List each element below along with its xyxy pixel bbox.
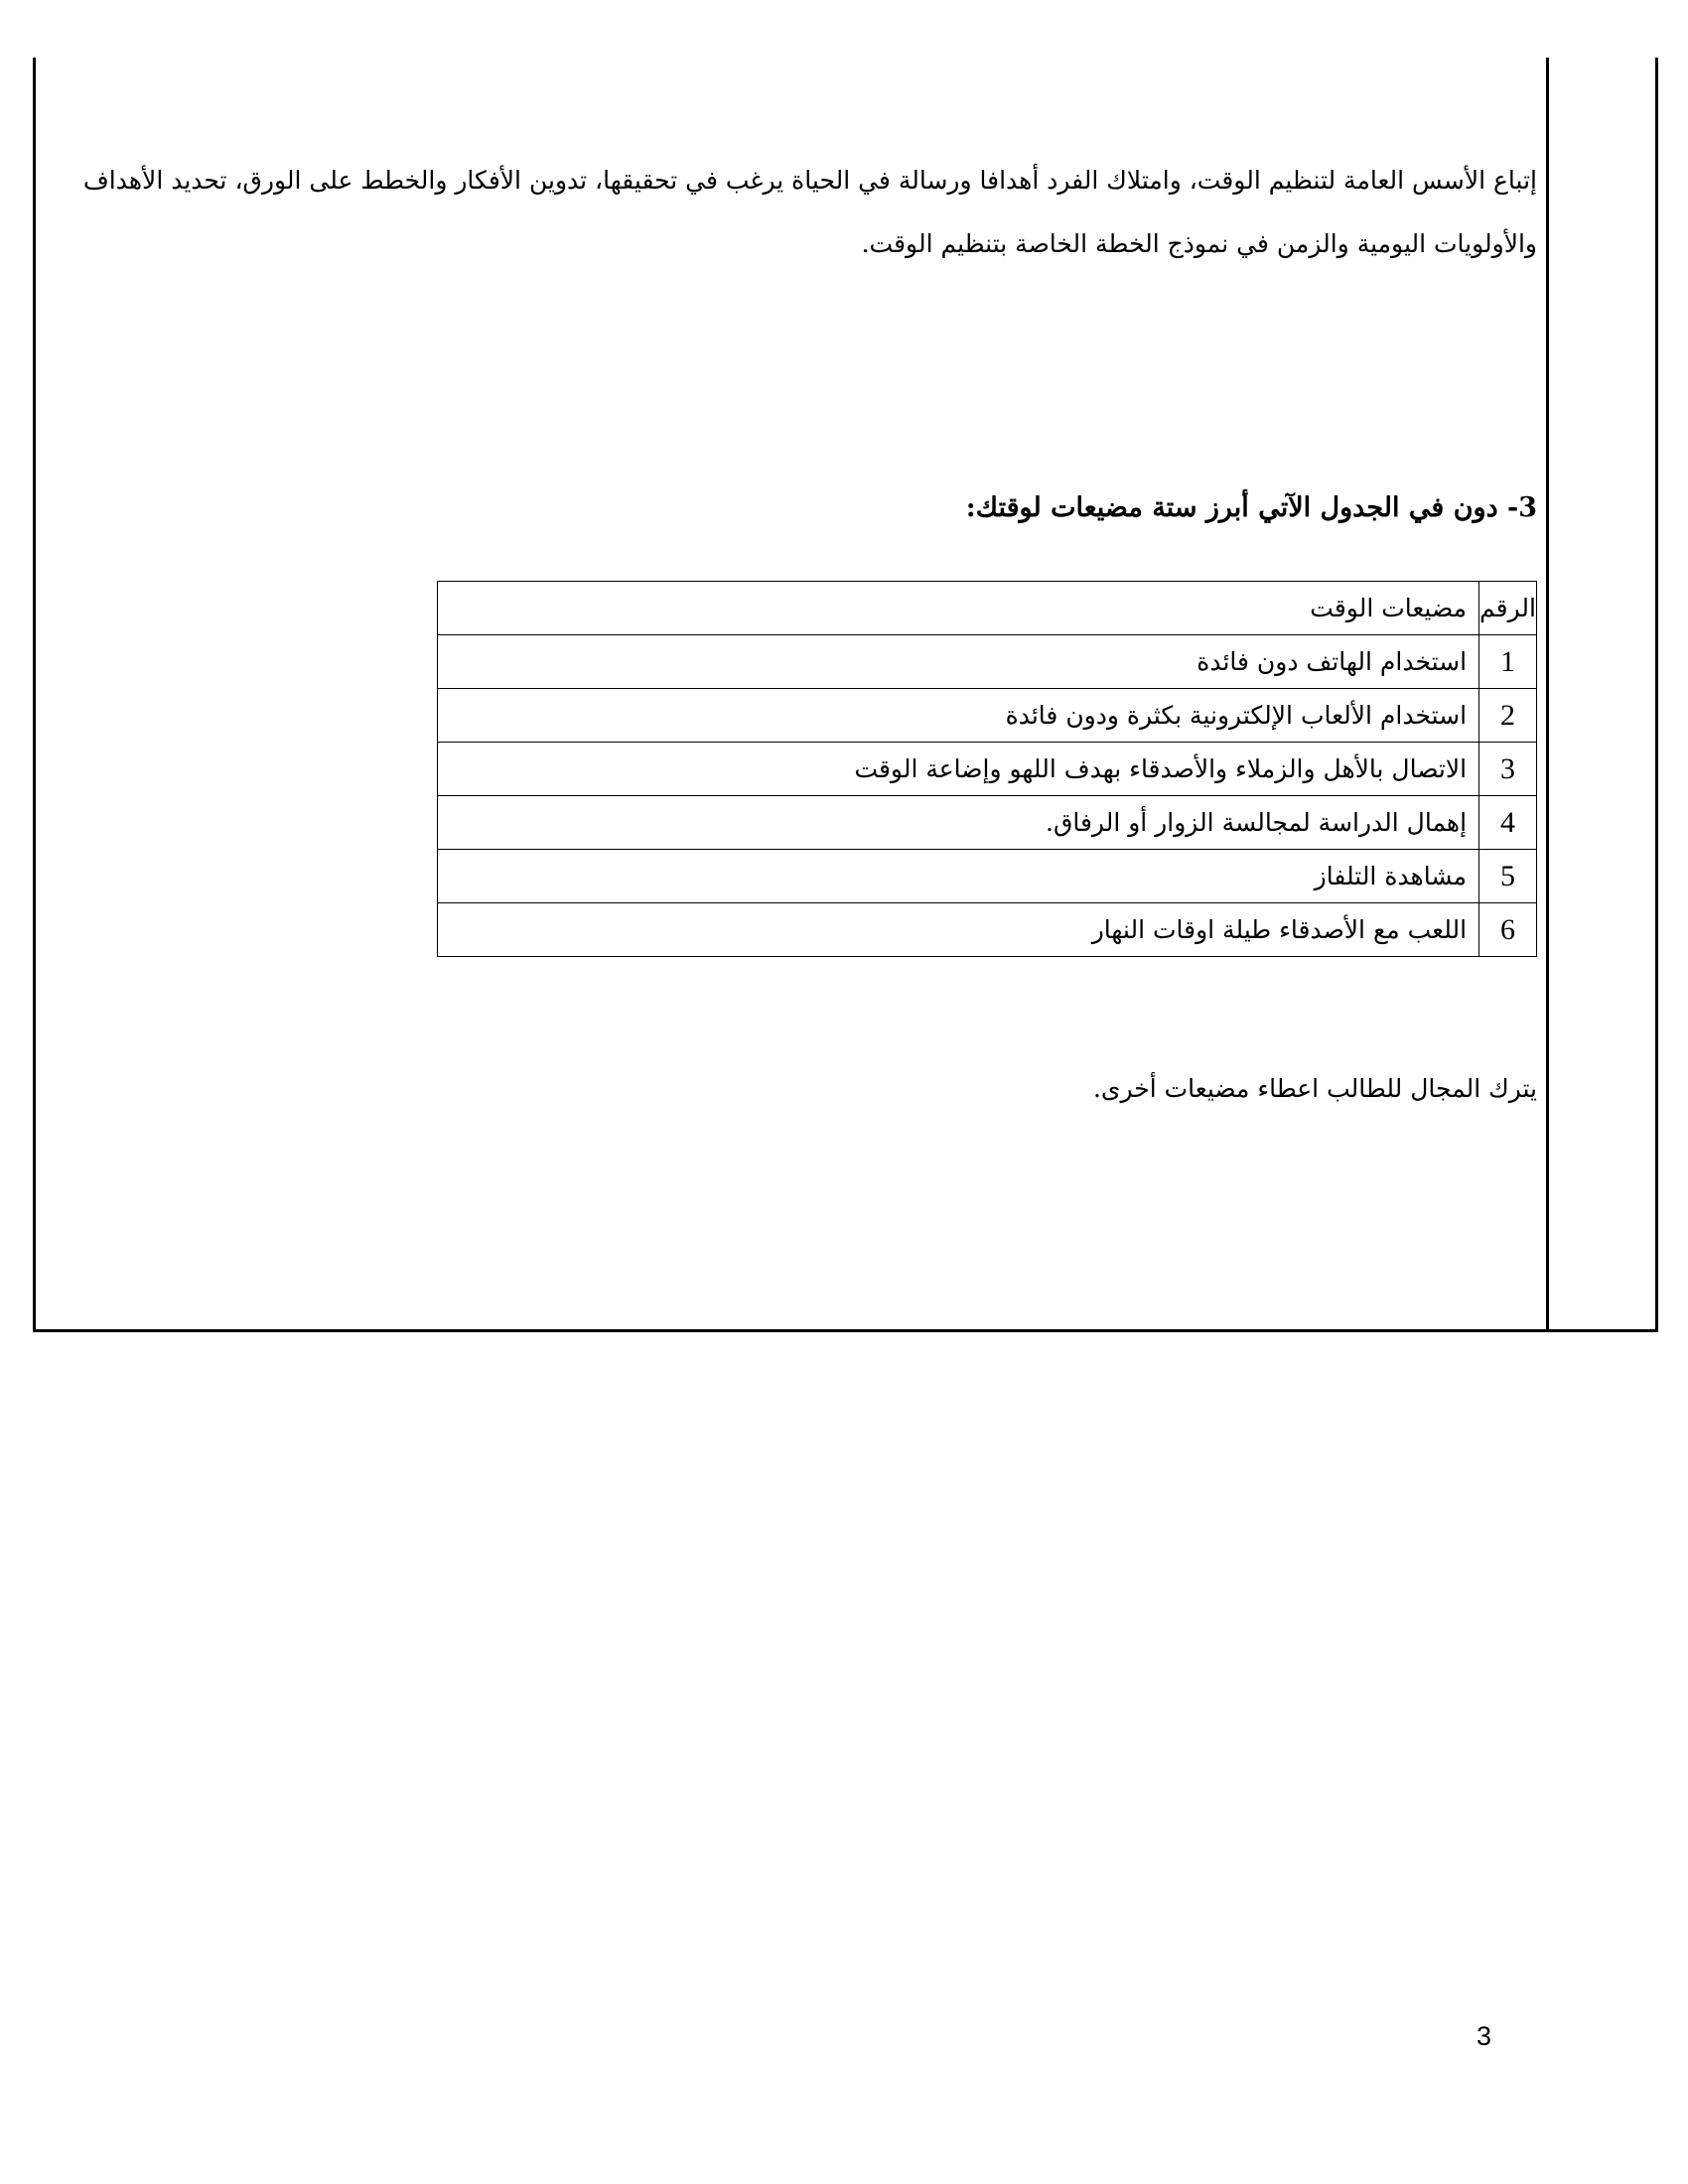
row-item: الاتصال بالأهل والزملاء والأصدقاء بهدف اللهو وإضاعة الوقت: [438, 743, 1479, 796]
intro-paragraph-line-1: إتباع الأسس العامة لتنظيم الوقت، وامتلاك الفرد أهدافا ورسالة في الحياة يرغب في تحقيقها، تدوين الأفكار والخطط على الورق، تحديد الأهداف: [82, 166, 1537, 195]
time-wasters-table: [437, 581, 1537, 957]
frame-right-border: [1655, 58, 1658, 1332]
intro-paragraph: [58, 149, 1537, 276]
table-row: [438, 689, 1537, 743]
frame-left-border: [33, 58, 36, 1332]
row-number: 4: [1479, 796, 1537, 850]
table-row: [438, 635, 1537, 689]
row-number: 5: [1479, 850, 1537, 903]
table-row: [438, 796, 1537, 850]
table-row: [438, 903, 1537, 957]
row-number: 2: [1479, 689, 1537, 743]
intro-paragraph-line-2: والأولويات اليومية والزمن في نموذج الخطة الخاصة بتنظيم الوقت.: [861, 229, 1537, 258]
question-heading: 3- دون في الجدول الآتي أبرز ستة مضيعات لوقتك:: [965, 492, 1537, 523]
table-row: [438, 743, 1537, 796]
row-item: اللعب مع الأصدقاء طيلة اوقات النهار: [438, 903, 1479, 957]
table-row: [438, 850, 1537, 903]
header-number: الرقم: [1479, 582, 1537, 635]
row-item: مشاهدة التلفاز: [438, 850, 1479, 903]
row-item: إهمال الدراسة لمجالسة الزوار أو الرفاق.: [438, 796, 1479, 850]
row-number: 3: [1479, 743, 1537, 796]
row-item: استخدام الهاتف دون فائدة: [438, 635, 1479, 689]
teacher-note: يترك المجال للطالب اعطاء مضيعات أخرى.: [1092, 1074, 1537, 1103]
frame-bottom-border: [33, 1329, 1658, 1332]
row-item: استخدام الألعاب الإلكترونية بكثرة ودون فائدة: [438, 689, 1479, 743]
page-number: 3: [1477, 2021, 1492, 2051]
frame-column-divider: [1546, 58, 1549, 1332]
header-item: مضيعات الوقت: [438, 582, 1479, 635]
table-header-row: [438, 582, 1537, 635]
row-number: 1: [1479, 635, 1537, 689]
row-number: 6: [1479, 903, 1537, 957]
